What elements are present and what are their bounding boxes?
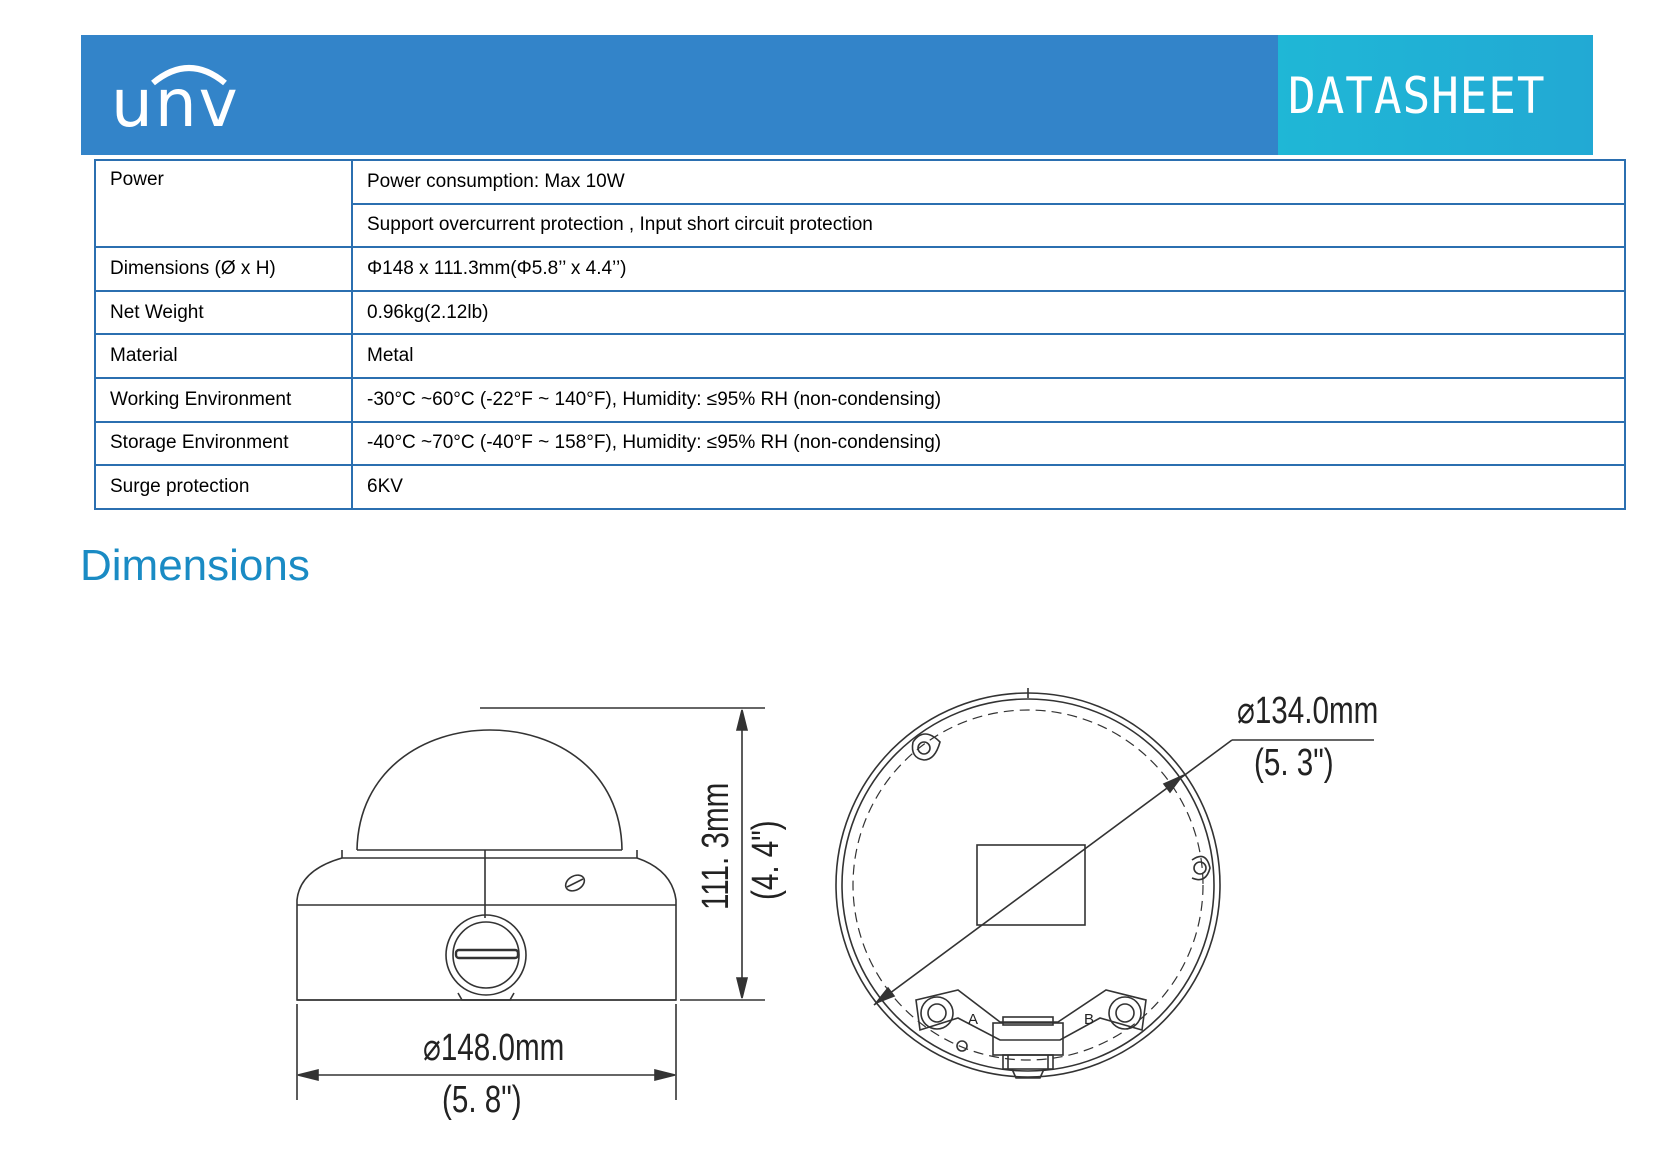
spec-value: Φ148 x 111.3mm(Φ5.8’’ x 4.4’’) (352, 247, 1625, 291)
spec-value: 0.96kg(2.12lb) (352, 291, 1625, 335)
base-body (297, 858, 676, 1000)
connector-knob (446, 915, 526, 995)
spec-label: Material (95, 334, 352, 378)
height-mm-label: 111. 3mm (694, 782, 737, 910)
width-in-label: (5. 8") (441, 1078, 522, 1121)
bracket-label-a: A (968, 1011, 979, 1028)
spec-label: Power (95, 160, 352, 247)
mounting-bracket (916, 990, 1146, 1040)
screw-hole (957, 1041, 967, 1051)
spec-value: -30°C ~60°C (-22°F ~ 140°F), Humidity: ≤95% RH (non-condensing) (352, 378, 1625, 422)
spec-label: Surge protection (95, 465, 352, 509)
dimensions-title: Dimensions (80, 541, 310, 590)
spec-value: -40°C ~70°C (-40°F ~ 158°F), Humidity: ≤95% RH (non-condensing) (352, 422, 1625, 466)
spec-label: Storage Environment (95, 422, 352, 466)
logo-text: unv (111, 65, 240, 142)
outer-ring (836, 693, 1220, 1077)
spec-label: Working Environment (95, 378, 352, 422)
diameter-mm-label: ⌀134.0mm (1236, 689, 1379, 732)
spec-value: 6KV (352, 465, 1625, 509)
dome-shape (357, 730, 622, 850)
bracket-label-b: B (1084, 1011, 1095, 1028)
cable-connector (993, 1023, 1063, 1055)
height-in-label: (4. 4") (744, 820, 787, 900)
spec-value: Metal (352, 334, 1625, 378)
spec-label: Dimensions (Ø x H) (95, 247, 352, 291)
width-mm-label: ⌀148.0mm (422, 1026, 565, 1069)
spec-label: Net Weight (95, 291, 352, 335)
datasheet-label: DATASHEET (1288, 67, 1546, 125)
screw-hole (1194, 862, 1206, 874)
diameter-in-label: (5. 3") (1253, 741, 1334, 784)
center-plate (977, 845, 1085, 925)
spec-value: Support overcurrent protection , Input short circuit protection (352, 204, 1625, 248)
spec-value: Power consumption: Max 10W (352, 160, 1625, 204)
